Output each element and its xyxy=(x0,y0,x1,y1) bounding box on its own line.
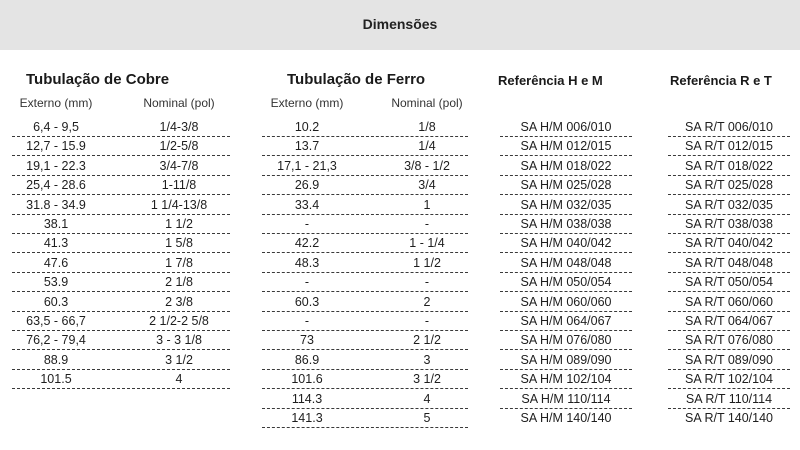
cell-iron-external: 17,1 - 21,3 xyxy=(277,158,337,173)
row-separator xyxy=(262,388,468,389)
row-separator xyxy=(500,291,632,292)
cell-iron-nominal: 3/4 xyxy=(418,178,436,193)
subheader-copper-external: Externo (mm) xyxy=(19,96,93,110)
subheader-iron-external: Externo (mm) xyxy=(270,96,344,110)
cell-copper-nominal: 1/2-5/8 xyxy=(159,139,199,154)
row-separator xyxy=(500,272,632,273)
cell-iron-external: 60.3 xyxy=(294,294,320,309)
cell-iron-nominal: - xyxy=(424,275,430,290)
row-separator xyxy=(262,427,468,428)
cell-copper-external: 25,4 - 28.6 xyxy=(26,178,86,193)
cell-iron-external: - xyxy=(304,314,310,328)
header-copper-tubing: Tubulação de Cobre xyxy=(26,71,170,88)
cell-ref-hm: SA H/M 032/035 xyxy=(520,197,612,212)
row-separator xyxy=(12,155,230,156)
row-separator xyxy=(12,272,230,273)
row-separator xyxy=(668,175,790,176)
cell-copper-nominal: 1 1/4-13/8 xyxy=(150,197,208,212)
cell-ref-hm: SA H/M 060/060 xyxy=(520,294,612,309)
row-separator xyxy=(12,252,230,253)
cell-iron-nominal: - xyxy=(424,217,430,231)
cell-ref-rt: SA R/T 012/015 xyxy=(684,139,774,154)
row-separator xyxy=(500,194,632,195)
cell-ref-rt: SA R/T 040/042 xyxy=(684,236,774,251)
cell-ref-hm: SA H/M 048/048 xyxy=(520,255,612,270)
cell-copper-external: 60.3 xyxy=(43,294,69,309)
cell-iron-nominal: - xyxy=(424,314,430,328)
row-separator xyxy=(500,408,632,409)
row-separator xyxy=(500,175,632,176)
cell-ref-rt: SA R/T 006/010 xyxy=(684,120,774,134)
subheader-iron-nominal: Nominal (pol) xyxy=(391,96,463,110)
cell-iron-external: 114.3 xyxy=(291,391,323,406)
row-separator xyxy=(500,155,632,156)
row-separator xyxy=(668,136,790,137)
cell-iron-nominal: 2 xyxy=(423,294,431,309)
cell-iron-nominal: 1/8 xyxy=(418,120,436,134)
cell-ref-hm: SA H/M 064/067 xyxy=(520,314,612,328)
cell-copper-nominal: 2 1/8 xyxy=(165,275,193,290)
cell-iron-external: 101.6 xyxy=(291,372,323,387)
row-separator xyxy=(262,291,468,292)
cell-ref-rt: SA R/T 038/038 xyxy=(684,217,774,231)
cell-copper-external: 19,1 - 22.3 xyxy=(26,158,86,173)
cell-copper-nominal: 3/4-7/8 xyxy=(159,158,199,173)
cell-ref-rt: SA R/T 089/090 xyxy=(684,352,774,367)
cell-iron-nominal: 3 xyxy=(423,352,431,367)
cell-copper-external: 76,2 - 79,4 xyxy=(26,333,86,348)
row-separator xyxy=(262,136,468,137)
row-separator xyxy=(668,155,790,156)
cell-ref-hm: SA H/M 025/028 xyxy=(520,178,612,193)
cell-copper-external: 38.1 xyxy=(43,217,69,231)
cell-copper-nominal: 1 1/2 xyxy=(165,217,193,231)
cell-ref-hm: SA H/M 102/104 xyxy=(520,372,612,387)
cell-copper-external: 12,7 - 15.9 xyxy=(26,139,86,154)
row-separator xyxy=(500,388,632,389)
row-separator xyxy=(12,349,230,350)
cell-ref-rt: SA R/T 102/104 xyxy=(684,372,774,387)
cell-iron-nominal: 1 - 1/4 xyxy=(409,236,445,251)
cell-ref-rt: SA R/T 050/054 xyxy=(684,275,774,290)
row-separator xyxy=(668,214,790,215)
row-separator xyxy=(12,330,230,331)
cell-copper-nominal: 3 1/2 xyxy=(165,352,193,367)
cell-copper-external: 6,4 - 9,5 xyxy=(33,120,79,134)
row-separator xyxy=(500,233,632,234)
cell-ref-rt: SA R/T 060/060 xyxy=(684,294,774,309)
header-reference-rt: Referência R e T xyxy=(670,73,772,88)
cell-iron-nominal: 3 1/2 xyxy=(413,372,441,387)
header-reference-hm: Referência H e M xyxy=(498,73,603,88)
cell-copper-nominal: 1/4-3/8 xyxy=(159,120,199,134)
cell-ref-rt: SA R/T 076/080 xyxy=(684,333,774,348)
cell-copper-nominal: 3 - 3 1/8 xyxy=(156,333,202,348)
row-separator xyxy=(668,311,790,312)
cell-ref-hm: SA H/M 012/015 xyxy=(520,139,612,154)
row-separator xyxy=(668,233,790,234)
cell-copper-external: 63,5 - 66,7 xyxy=(26,314,86,328)
cell-iron-nominal: 4 xyxy=(423,391,431,406)
cell-ref-rt: SA R/T 018/022 xyxy=(684,158,774,173)
row-separator xyxy=(262,272,468,273)
cell-iron-external: - xyxy=(304,275,310,290)
row-separator xyxy=(500,349,632,350)
row-separator xyxy=(500,136,632,137)
cell-ref-rt: SA R/T 048/048 xyxy=(684,255,774,270)
cell-ref-rt: SA R/T 025/028 xyxy=(684,178,774,193)
cell-iron-nominal: 5 xyxy=(423,411,431,425)
row-separator xyxy=(12,291,230,292)
cell-ref-hm: SA H/M 050/054 xyxy=(520,275,612,290)
cell-iron-external: 10.2 xyxy=(294,120,320,134)
cell-ref-rt: SA R/T 140/140 xyxy=(684,411,774,425)
cell-ref-rt: SA R/T 064/067 xyxy=(684,314,774,328)
page-title: Dimensões xyxy=(362,16,438,32)
row-separator xyxy=(12,175,230,176)
row-separator xyxy=(668,349,790,350)
row-separator xyxy=(500,214,632,215)
row-separator xyxy=(262,311,468,312)
row-separator xyxy=(12,214,230,215)
row-separator xyxy=(262,369,468,370)
cell-ref-hm: SA H/M 038/038 xyxy=(520,217,612,231)
row-separator xyxy=(500,311,632,312)
cell-ref-hm: SA H/M 110/114 xyxy=(521,391,611,406)
cell-copper-external: 47.6 xyxy=(43,255,69,270)
row-separator xyxy=(668,252,790,253)
cell-iron-nominal: 3/8 - 1/2 xyxy=(404,158,450,173)
cell-copper-external: 101.5 xyxy=(40,372,72,387)
row-separator xyxy=(668,388,790,389)
title-banner xyxy=(0,0,800,50)
row-separator xyxy=(262,175,468,176)
row-separator xyxy=(262,349,468,350)
cell-iron-nominal: 1 1/2 xyxy=(413,255,441,270)
row-separator xyxy=(500,369,632,370)
cell-ref-hm: SA H/M 089/090 xyxy=(520,352,612,367)
row-separator xyxy=(668,194,790,195)
cell-iron-external: 13.7 xyxy=(294,139,320,154)
cell-iron-external: 33.4 xyxy=(294,197,320,212)
row-separator xyxy=(500,252,632,253)
cell-iron-external: 48.3 xyxy=(294,255,320,270)
row-separator xyxy=(668,330,790,331)
row-separator xyxy=(262,252,468,253)
cell-copper-nominal: 1-11/8 xyxy=(161,178,197,193)
cell-iron-nominal: 2 1/2 xyxy=(413,333,441,348)
row-separator xyxy=(262,155,468,156)
cell-ref-hm: SA H/M 076/080 xyxy=(520,333,612,348)
row-separator xyxy=(262,408,468,409)
cell-iron-nominal: 1/4 xyxy=(418,139,436,154)
cell-iron-external: 26.9 xyxy=(294,178,320,193)
row-separator xyxy=(12,369,230,370)
cell-iron-nominal: 1 xyxy=(423,197,431,212)
header-iron-tubing: Tubulação de Ferro xyxy=(287,71,426,88)
row-separator xyxy=(668,369,790,370)
cell-ref-hm: SA H/M 140/140 xyxy=(520,411,612,425)
cell-copper-nominal: 1 5/8 xyxy=(165,236,193,251)
row-separator xyxy=(262,330,468,331)
row-separator xyxy=(12,233,230,234)
row-separator xyxy=(12,388,230,389)
row-separator xyxy=(12,136,230,137)
cell-ref-hm: SA H/M 006/010 xyxy=(520,120,612,134)
cell-copper-nominal: 4 xyxy=(175,372,183,387)
cell-copper-nominal: 2 1/2-2 5/8 xyxy=(149,314,209,328)
cell-ref-rt: SA R/T 110/114 xyxy=(685,391,773,406)
row-separator xyxy=(262,214,468,215)
cell-ref-hm: SA H/M 018/022 xyxy=(520,158,612,173)
row-separator xyxy=(12,311,230,312)
row-separator xyxy=(668,272,790,273)
row-separator xyxy=(262,194,468,195)
cell-ref-rt: SA R/T 032/035 xyxy=(684,197,774,212)
row-separator xyxy=(262,233,468,234)
cell-iron-external: 42.2 xyxy=(294,236,320,251)
cell-copper-nominal: 1 7/8 xyxy=(165,255,193,270)
cell-copper-external: 88.9 xyxy=(43,352,69,367)
row-separator xyxy=(500,330,632,331)
row-separator xyxy=(12,194,230,195)
cell-copper-external: 53.9 xyxy=(43,275,69,290)
cell-iron-external: 73 xyxy=(300,333,314,348)
cell-copper-nominal: 2 3/8 xyxy=(165,294,193,309)
cell-ref-hm: SA H/M 040/042 xyxy=(520,236,612,251)
row-separator xyxy=(668,408,790,409)
row-separator xyxy=(668,291,790,292)
cell-iron-external: - xyxy=(304,217,310,231)
cell-iron-external: 141.3 xyxy=(291,411,323,425)
cell-iron-external: 86.9 xyxy=(294,352,320,367)
subheader-copper-nominal: Nominal (pol) xyxy=(143,96,215,110)
cell-copper-external: 31.8 - 34.9 xyxy=(26,197,86,212)
cell-copper-external: 41.3 xyxy=(43,236,69,251)
